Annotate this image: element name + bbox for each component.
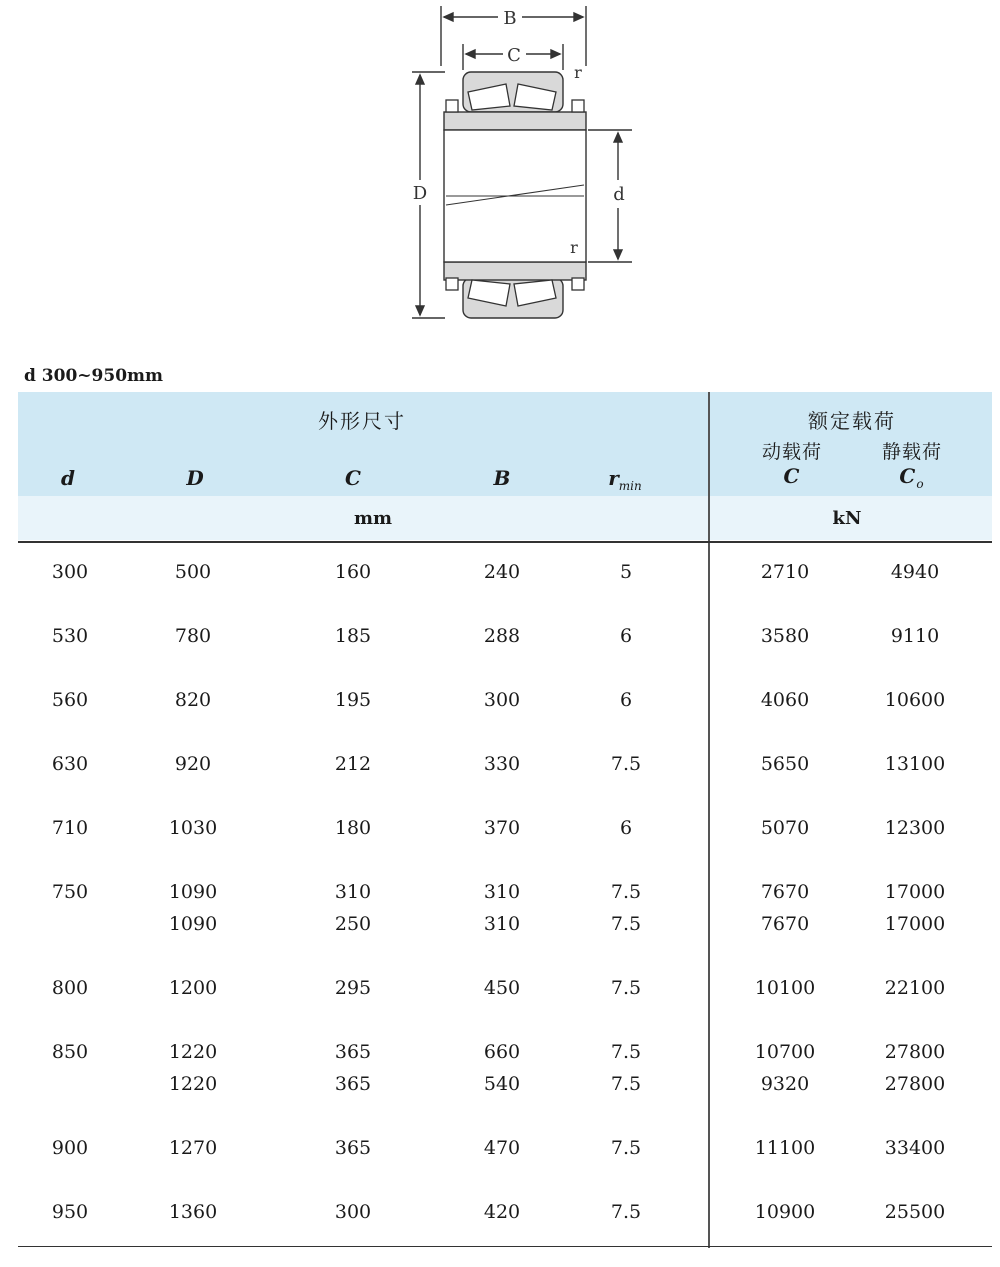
col-header-d: d (61, 466, 75, 490)
load-group-title: 额定载荷 (808, 409, 896, 433)
cell-Cdyn: 7670 (760, 913, 810, 935)
cell-C0: 33400 (884, 1137, 946, 1159)
dimensions-group-title: 外形尺寸 (318, 409, 406, 433)
cell-D: 500 (174, 561, 212, 583)
cell-D: 1090 (168, 913, 218, 935)
cell-r: 7.5 (610, 913, 642, 935)
cell-C0: 10600 (884, 689, 946, 711)
cell-D: 820 (174, 689, 212, 711)
cell-C0: 27800 (884, 1073, 946, 1095)
cell-B: 240 (483, 561, 521, 583)
cell-C: 310 (334, 881, 372, 903)
col-header-B: B (493, 466, 511, 490)
cell-Cdyn: 10700 (754, 1041, 816, 1063)
cell-C: 365 (334, 1073, 372, 1095)
column-divider (708, 392, 710, 1248)
cell-B: 450 (483, 977, 521, 999)
cell-B: 470 (483, 1137, 521, 1159)
cell-C: 300 (334, 1201, 372, 1223)
cell-r: 5 (619, 561, 633, 583)
cell-D: 1030 (168, 817, 218, 839)
cell-D: 1360 (168, 1201, 218, 1223)
cell-C0: 17000 (884, 913, 946, 935)
cell-C0: 17000 (884, 881, 946, 903)
cell-B: 370 (483, 817, 521, 839)
cell-r: 7.5 (610, 881, 642, 903)
cell-Cdyn: 2710 (760, 561, 810, 583)
cell-C: 250 (334, 913, 372, 935)
cell-B: 330 (483, 753, 521, 775)
cell-d: 530 (51, 625, 89, 647)
cell-r: 7.5 (610, 977, 642, 999)
unit-kN: kN (832, 508, 862, 529)
cell-C0: 4940 (890, 561, 940, 583)
cell-C: 160 (334, 561, 372, 583)
cell-C: 212 (334, 753, 372, 775)
cell-D: 780 (174, 625, 212, 647)
cell-r: 7.5 (610, 1041, 642, 1063)
cell-C0: 12300 (884, 817, 946, 839)
col-header-rmin: $r_{min}$ (608, 466, 642, 493)
cell-D: 1200 (168, 977, 218, 999)
cell-C: 180 (334, 817, 372, 839)
static-load-header (882, 440, 942, 496)
cell-D: 1220 (168, 1073, 218, 1095)
cell-Cdyn: 3580 (760, 625, 810, 647)
dynamic-load-symbol: C (783, 464, 801, 488)
cell-d: 900 (51, 1137, 89, 1159)
cell-d: 710 (51, 817, 89, 839)
cell-C: 365 (334, 1137, 372, 1159)
label-C: C (507, 45, 521, 66)
static-load-label: 静载荷 (881, 441, 943, 463)
cell-d: 750 (51, 881, 89, 903)
cell-r: 6 (619, 689, 633, 711)
label-B: B (503, 8, 517, 29)
cell-B: 310 (483, 913, 521, 935)
cell-d: 630 (51, 753, 89, 775)
cell-B: 420 (483, 1201, 521, 1223)
col-header-C: C (345, 466, 361, 490)
static-load-symbol: $C_o$ (899, 464, 925, 491)
bottom-rule (18, 1246, 992, 1247)
dynamic-load-label: 动载荷 (761, 441, 823, 463)
cell-C0: 22100 (884, 977, 946, 999)
cell-d: 300 (51, 561, 89, 583)
cell-r: 7.5 (610, 1137, 642, 1159)
bore-range-label: d 300~950mm (24, 366, 163, 386)
header-rule (18, 541, 992, 543)
cell-Cdyn: 4060 (760, 689, 810, 711)
label-r-top: r (574, 63, 582, 82)
cell-C0: 9110 (890, 625, 940, 647)
cell-d: 800 (51, 977, 89, 999)
cell-Cdyn: 9320 (760, 1073, 810, 1095)
cell-r: 7.5 (610, 1073, 642, 1095)
cell-B: 310 (483, 881, 521, 903)
cell-Cdyn: 5650 (760, 753, 810, 775)
cell-r: 6 (619, 817, 633, 839)
cell-Cdyn: 5070 (760, 817, 810, 839)
cell-r: 7.5 (610, 1201, 642, 1223)
cell-B: 660 (483, 1041, 521, 1063)
cell-C: 365 (334, 1041, 372, 1063)
cell-d: 950 (51, 1201, 89, 1223)
cell-C0: 13100 (884, 753, 946, 775)
cell-Cdyn: 10900 (754, 1201, 816, 1223)
dynamic-load-header (762, 440, 822, 488)
cell-B: 300 (483, 689, 521, 711)
bearing-cross-section-drawing (400, 0, 625, 330)
cell-D: 1270 (168, 1137, 218, 1159)
cell-r: 6 (619, 625, 633, 647)
label-D: D (412, 183, 428, 204)
cell-r: 7.5 (610, 753, 642, 775)
label-d: d (613, 184, 625, 205)
cell-Cdyn: 10100 (754, 977, 816, 999)
cell-Cdyn: 7670 (760, 881, 810, 903)
cell-C0: 27800 (884, 1041, 946, 1063)
col-header-D: D (186, 466, 204, 490)
cell-d: 560 (51, 689, 89, 711)
unit-mm: mm (353, 508, 393, 529)
cell-C0: 25500 (884, 1201, 946, 1223)
cell-D: 920 (174, 753, 212, 775)
label-r-bottom: r (570, 238, 578, 257)
cell-C: 195 (334, 689, 372, 711)
cell-d: 850 (51, 1041, 89, 1063)
cell-C: 295 (334, 977, 372, 999)
cell-D: 1220 (168, 1041, 218, 1063)
cell-D: 1090 (168, 881, 218, 903)
cell-B: 540 (483, 1073, 521, 1095)
cell-B: 288 (483, 625, 521, 647)
cell-Cdyn: 11100 (754, 1137, 816, 1159)
cell-C: 185 (334, 625, 372, 647)
